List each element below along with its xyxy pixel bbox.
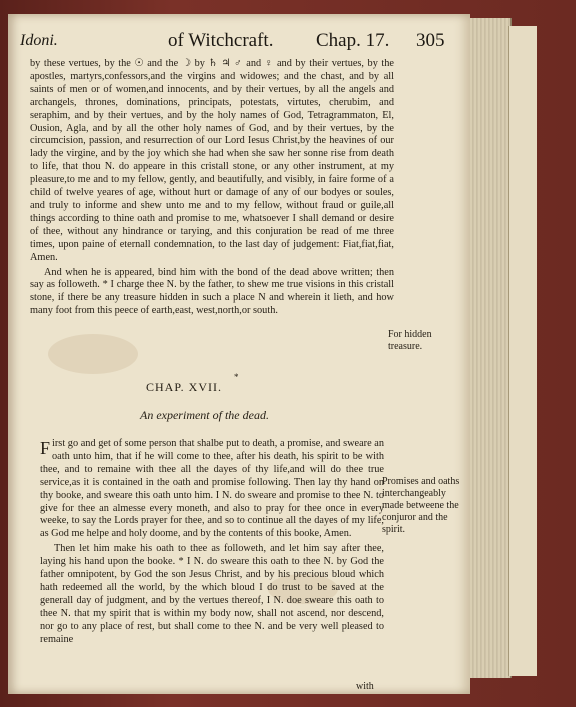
paragraph: by these vertues, by the ☉ and the ☽ by ♄ ♃ ♂ and ♀ and by their vertues, by the apostles, martyrs,confessors,and the virgins and widowes; and the chast, and by all saints of men or of women,and innocents, and by their vertues, by all the angels and archangels, thrones, dominations, principats, potestats, virtutes, cherubim, and seraphim, and by their vertues, and by the holy names of God, Tetragrammaton, El, Ousion, Agla, and by all the other holy names of God, and by their vertues, by the circumcision, passion, and resurrection of our Lord Iesus Christ,by the heavines of our lady the virgine, and by the joy which she had when she saw her sonne rise from death to life, that thou N. do appeare in this cristall stone, or any other instrument, at my pleasure,to me and to my fellow, gently, and beautifully, and visibly, in faire forme of a child of twelve yeares of age, without hurt or damage of any of our bodyes or soules, and truly to informe and shew unto me and to my fellow, without fraud or guile,all things according to thine oath and promise to me, whatsoever I shall demand or desire of thee, without any hindrance or tarying, and this conjuration be read of me three times, upon paine of eternall condemnation, to the last day of judgement: Fiat,fiat,fiat, Amen. xyxy=(30,58,394,263)
main-text xyxy=(30,58,394,318)
margin-note: Promises and oaths interchangeably made betweene the conjuror and the spirit. xyxy=(382,476,460,535)
section-text xyxy=(40,438,384,647)
running-header xyxy=(20,30,470,56)
paragraph xyxy=(40,438,384,541)
flyleaf xyxy=(508,26,537,676)
chapter-mark: * xyxy=(234,372,240,382)
paper-stain xyxy=(48,334,138,374)
header-left: Idoni. xyxy=(20,32,58,49)
book-page xyxy=(8,14,470,694)
margin-note: For hidden treasure. xyxy=(388,329,432,352)
paragraph: And when he is appeared, bind him with the bond of the dead above written; then say as followeth. * I charge thee N. by the father, to shew me true visions in this cristall stone, if there be any treasure hidden in such a place N and wherein it lieth, and how many foot from this peece of earth,east, west,north,or south. xyxy=(30,266,394,317)
page-number: 305 xyxy=(416,30,445,51)
drop-cap: F xyxy=(40,438,51,458)
chapter-heading xyxy=(146,372,240,395)
section-title: An experiment of the dead. xyxy=(140,408,269,422)
chapter-heading-text: CHAP. XVII. xyxy=(146,380,223,394)
paragraph: Then let him make his oath to thee as followeth, and let him say after thee, laying his hand upon the booke. * I N. do sweare this oath to thee N. by God the father omnipotent, by God the son Jesus Christ, and by his precious bloud which hath redeemed all the world, by the which bloud I do trust to be saved at the generall day of judgment, and by the vertues thereof, I N. doe sweare this oath to thee N. that my spirit that is within my body now, shall not ascend, nor descend, nor go to any place of rest, but shall come to thee N. and be very well pleased to remaine xyxy=(40,543,384,645)
header-title: of Witchcraft. xyxy=(168,30,274,51)
header-chapter: Chap. 17. xyxy=(316,30,390,51)
catchword: with xyxy=(356,681,374,692)
paragraph-text: irst go and get of some person that shalbe put to death, a promise, and sweare an oath unto him, that if he will come to thee, after his death, his spirit to be with thee, and to remaine with thee all the dayes of thy life,and will do thee true service,as it is contained in the oath and promise following. Then lay thy hand on thy booke, and sweare this oath unto him. I N. do sweare and promise to thee N. to give for thee an almesse every moneth, and also to pray for thee once in every weeke, to say the Lords prayer for thee, and so to continue all the dayes of my life, as God me helpe and holy doome, and by the contents of this booke, Amen. xyxy=(40,438,384,540)
